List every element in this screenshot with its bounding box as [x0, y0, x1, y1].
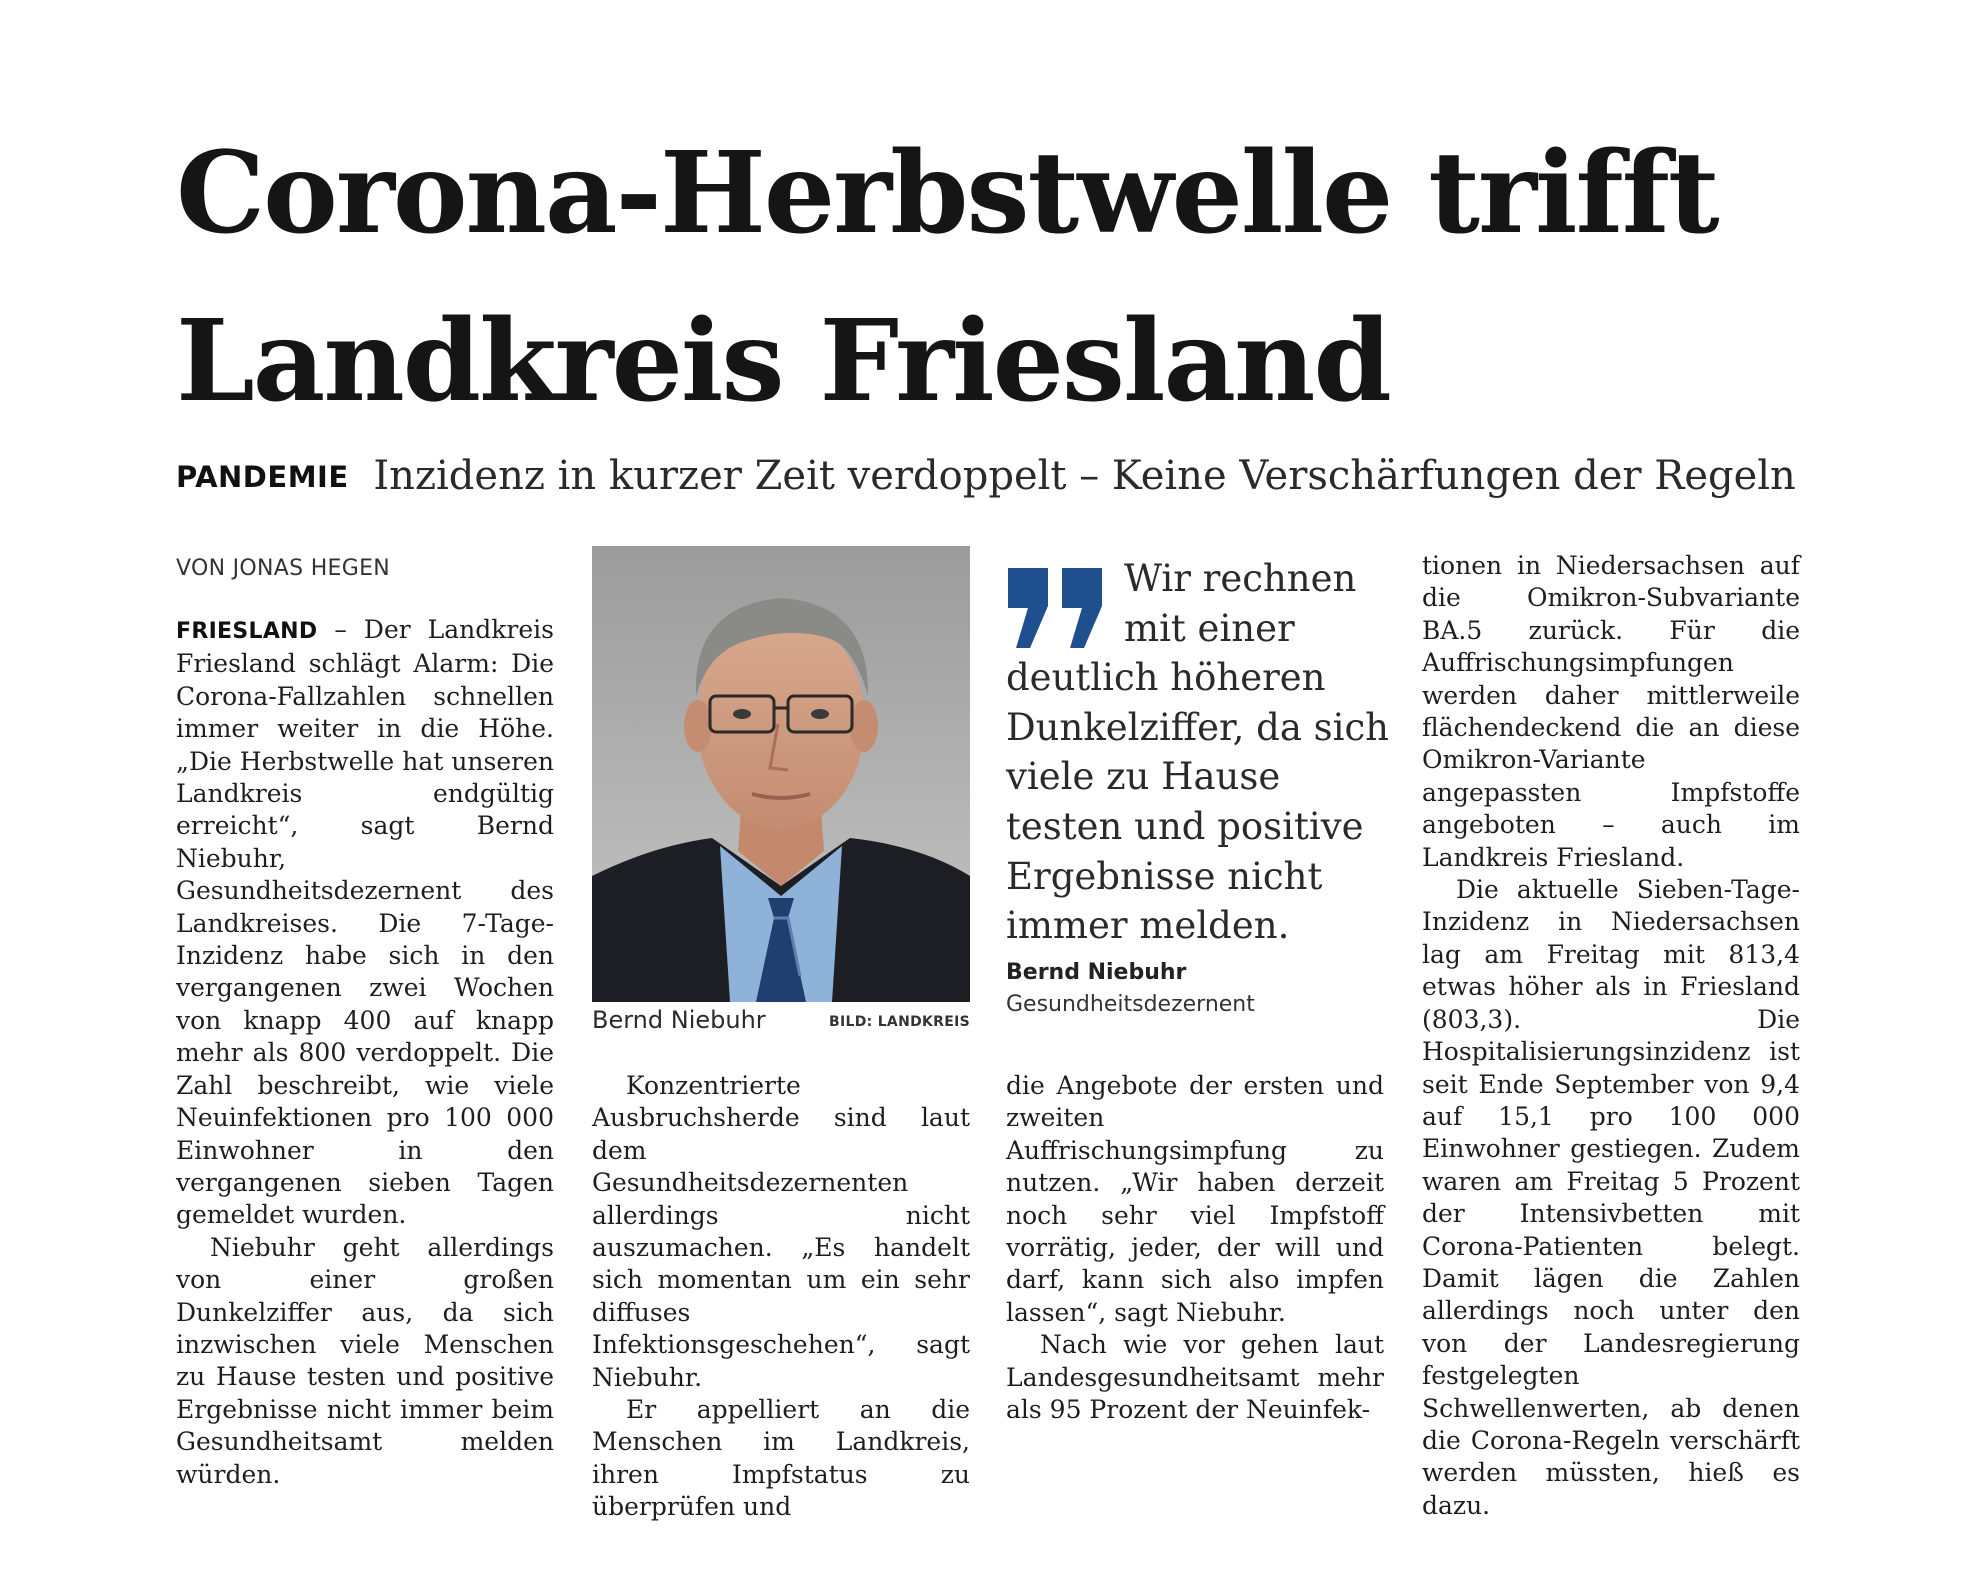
paragraph: Die aktuelle Sieben-Tage-Inzidenz in Niedersachsen lag am Freitag mit 813,4 etwas höher als in Friesland (803,3). Die Hospitalisierungsinzidenz ist seit Ende September von 9,4 auf 15,1 pro 100 000 Einwohner gestiegen. Zudem waren am Freitag 5 Prozent der Intensivbetten mit Corona-Patienten belegt. Damit lägen die Zahlen allerdings noch unter den von der Landesregierung festgelegten Schwellenwerten, ab denen die Corona-Regeln verschärft werden müssten, hieß es dazu.	[1422, 875, 1800, 1520]
photo-caption	[592, 1006, 970, 1042]
article-column-1	[176, 614, 554, 1491]
pull-quote-role: Gesundheitsdezernent	[1006, 992, 1255, 1017]
pull-quote-text: deutlich höheren Dunkelziffer, da sich viele zu Hause testen und positive Ergebnisse nicht immer melden.	[1006, 656, 1390, 948]
byline: VON JONAS HEGEN	[176, 556, 391, 581]
paragraph-text: – Der Landkreis Friesland schlägt Alarm: Die Corona-Fallzahlen schnellen immer weiter in die Höhe. „Die Herbstwelle hat unseren Landkreis endgültig erreicht“, sagt Bernd Niebuhr, Gesundheitsdezernent des Landkreises. Die 7-Tage-Inzidenz habe sich in den vergangenen zwei Wochen von knapp 400 auf knapp mehr als 800 verdoppelt. Die Zahl beschreibt, wie viele Neuinfektionen pro 100 000 Einwohner in den vergangenen sieben Tagen gemeldet wurden.	[176, 615, 554, 1230]
kicker: PANDEMIE	[176, 460, 349, 494]
article-column-2	[592, 1070, 970, 1524]
article-column-4	[1422, 550, 1800, 1522]
dateline: FRIESLAND	[176, 619, 318, 644]
paragraph	[176, 614, 554, 1232]
portrait-illustration	[592, 546, 970, 1002]
pull-quote-line-1: Wir rechnen	[1124, 557, 1357, 600]
headline	[176, 110, 1876, 446]
paragraph: Konzentrierte Ausbruchsherde sind laut dem Gesundheitsdezernenten allerdings nicht auszumachen. „Es handelt sich momentan um ein sehr diffuses Infektionsgeschehen“, sagt Niebuhr.	[592, 1071, 970, 1392]
pull-quote-author: Bernd Niebuhr	[1006, 960, 1187, 985]
headline-line-2: Landkreis Friesland	[176, 296, 1390, 427]
subheadline-text: Inzidenz in kurzer Zeit verdoppelt – Keine Verschärfungen der Regeln	[373, 453, 1796, 499]
pull-quote	[1006, 554, 1406, 951]
paragraph: Er appelliert an die Menschen im Landkreis, ihren Impfstatus zu überprüfen und	[592, 1395, 970, 1522]
headline-line-1: Corona-Herbstwelle trifft	[176, 128, 1718, 259]
portrait-photo	[592, 546, 970, 1002]
photo-credit: BILD: LANDKREIS	[829, 1014, 970, 1030]
paragraph: tionen in Niedersachsen auf die Omikron-Subvariante BA.5 zurück. Für die Auffrischungsimpfungen werden daher mittlerweile flächendeckend die an diese Omikron-Variante angepassten Impfstoffe angeboten – auch im Landkreis Friesland.	[1422, 551, 1800, 872]
subheadline	[176, 448, 1876, 505]
paragraph: die Angebote der ersten und zweiten Auffrischungsimpfung zu nutzen. „Wir haben derzeit noch sehr viel Impfstoff vorrätig, jeder, der will und darf, kann sich also impfen lassen“, sagt Niebuhr.	[1006, 1071, 1384, 1327]
paragraph: Nach wie vor gehen laut Landesgesundheitsamt mehr als 95 Prozent der Neuinfek-	[1006, 1330, 1384, 1425]
caption-name: Bernd Niebuhr	[592, 1006, 766, 1034]
pull-quote-line-2: mit einer	[1124, 606, 1295, 650]
paragraph: Niebuhr geht allerdings von einer großen Dunkelziffer aus, da sich inzwischen viele Menschen zu Hause testen und positive Ergebnisse nicht immer beim Gesundheitsamt melden würden.	[176, 1232, 554, 1489]
article-column-3	[1006, 1070, 1384, 1426]
